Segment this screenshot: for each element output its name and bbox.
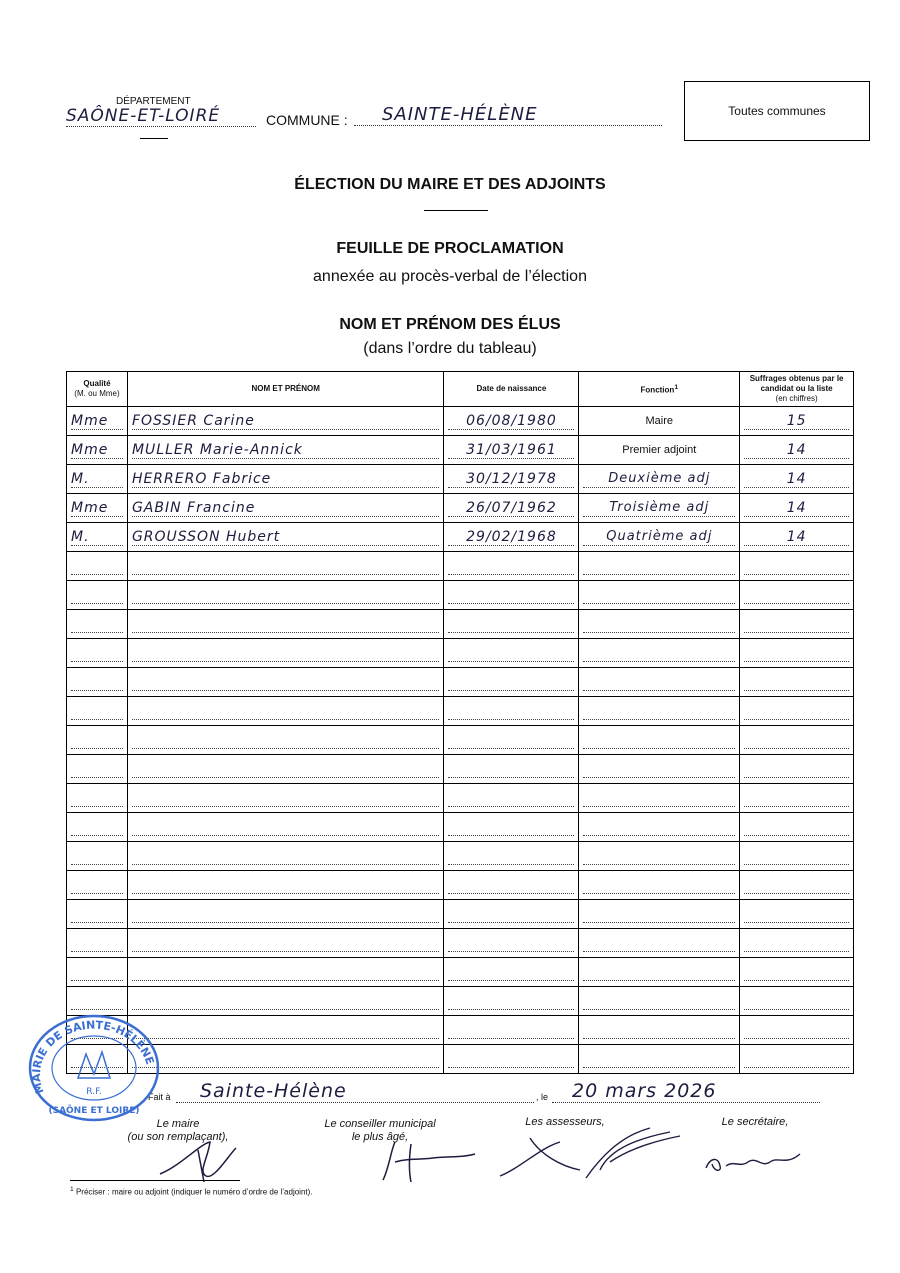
empty-field — [71, 877, 123, 894]
table-row-empty — [67, 1045, 854, 1074]
assesseurs-label: Les assesseurs, — [525, 1116, 605, 1128]
table-row-empty — [67, 639, 854, 668]
empty-field — [583, 761, 735, 778]
row-nom: GABIN Francine — [132, 500, 440, 517]
row-nom: MULLER Marie-Annick — [132, 442, 440, 459]
elus-table — [66, 371, 854, 1074]
empty-field — [448, 1051, 574, 1068]
row-fonction: Deuxième adj — [583, 471, 735, 488]
empty-field — [744, 616, 849, 633]
empty-field — [448, 906, 574, 923]
row-suffrages: 15 — [744, 413, 849, 430]
table-row-empty — [67, 668, 854, 697]
empty-field — [71, 761, 123, 778]
empty-field — [744, 1022, 849, 1039]
empty-field — [744, 1051, 849, 1068]
empty-field — [132, 616, 440, 633]
header-qualite: Qualité (M. ou Mme) — [67, 372, 128, 407]
table-row — [67, 523, 854, 552]
table-row — [67, 465, 854, 494]
header-nom: NOM ET PRÉNOM — [127, 372, 444, 407]
table-row-empty — [67, 1016, 854, 1045]
empty-field — [71, 790, 123, 807]
row-qualite: Mme — [71, 500, 123, 517]
conseiller-label: Le conseiller municipal le plus âgé, — [324, 1118, 436, 1143]
empty-field — [71, 848, 123, 865]
empty-field — [132, 993, 440, 1010]
row-fonction: Troisième adj — [583, 500, 735, 517]
empty-field — [583, 848, 735, 865]
election-title: ÉLECTION DU MAIRE ET DES ADJOINTS — [294, 176, 606, 193]
header-date: Date de naissance — [444, 372, 579, 407]
row-qualite: Mme — [71, 442, 123, 459]
empty-field — [583, 819, 735, 836]
empty-field — [583, 645, 735, 662]
empty-field — [744, 558, 849, 575]
empty-field — [448, 674, 574, 691]
table-row-empty — [67, 987, 854, 1016]
row-date: 26/07/1962 — [448, 500, 574, 517]
empty-field — [71, 819, 123, 836]
empty-field — [744, 587, 849, 604]
empty-field — [744, 674, 849, 691]
empty-field — [744, 703, 849, 720]
empty-field — [448, 935, 574, 952]
table-row-empty — [67, 552, 854, 581]
table-header-row — [67, 372, 854, 407]
row-date: 31/03/1961 — [448, 442, 574, 459]
empty-field — [583, 587, 735, 604]
nom-elus-title: NOM ET PRÉNOM DES ÉLUS — [339, 316, 561, 333]
row-fonction: Maire — [579, 407, 740, 436]
empty-field — [744, 877, 849, 894]
row-nom: HERRERO Fabrice — [132, 471, 440, 488]
mairie-stamp-icon — [26, 1012, 162, 1124]
maire-label: Le maire (ou son remplaçant), — [127, 1118, 229, 1143]
empty-field — [132, 935, 440, 952]
empty-field — [744, 906, 849, 923]
empty-field — [71, 674, 123, 691]
empty-field — [583, 558, 735, 575]
empty-field — [448, 558, 574, 575]
empty-field — [132, 848, 440, 865]
empty-field — [448, 993, 574, 1010]
empty-field — [448, 616, 574, 633]
conseiller-signature-icon — [375, 1128, 485, 1188]
le-label: , le — [536, 1092, 549, 1102]
empty-field — [583, 616, 735, 633]
commune-value: SAINTE-HÉLÈNE — [354, 104, 662, 126]
empty-field — [132, 790, 440, 807]
departement-label: DÉPARTEMENT — [116, 96, 191, 107]
empty-field — [744, 732, 849, 749]
empty-field — [71, 616, 123, 633]
empty-field — [132, 587, 440, 604]
empty-field — [448, 587, 574, 604]
empty-field — [132, 558, 440, 575]
table-row-empty — [67, 842, 854, 871]
table-row-empty — [67, 958, 854, 987]
empty-field — [744, 761, 849, 778]
table-row-empty — [67, 900, 854, 929]
empty-field — [132, 906, 440, 923]
empty-field — [448, 848, 574, 865]
empty-field — [132, 732, 440, 749]
svg-text:R.F.: R.F. — [86, 1087, 102, 1097]
row-nom: FOSSIER Carine — [132, 413, 440, 430]
empty-field — [448, 703, 574, 720]
empty-field — [744, 993, 849, 1010]
empty-field — [583, 906, 735, 923]
table-row-empty — [67, 610, 854, 639]
header-fonction: Fonction$^1$ — [579, 372, 740, 407]
empty-field — [744, 645, 849, 662]
empty-field — [71, 587, 123, 604]
ordre-subtitle: (dans l’ordre du tableau) — [363, 340, 537, 357]
empty-field — [744, 964, 849, 981]
empty-field — [583, 732, 735, 749]
empty-field — [71, 993, 123, 1010]
empty-field — [132, 1022, 440, 1039]
assesseurs-signature-icon — [490, 1118, 690, 1188]
table-row-empty — [67, 871, 854, 900]
empty-field — [583, 877, 735, 894]
commune-label: COMMUNE : — [266, 112, 348, 128]
annexe-subtitle: annexée au procès-verbal de l’élection — [313, 268, 587, 285]
table-row-empty — [67, 929, 854, 958]
row-suffrages: 14 — [744, 471, 849, 488]
empty-field — [448, 964, 574, 981]
row-suffrages: 14 — [744, 529, 849, 546]
empty-field — [132, 645, 440, 662]
table-row — [67, 407, 854, 436]
table-row-empty — [67, 581, 854, 610]
svg-text:MAIRIE DE SAINTE-HÉLÈNE: MAIRIE DE SAINTE-HÉLÈNE — [29, 1018, 157, 1096]
empty-field — [744, 819, 849, 836]
empty-field — [583, 1022, 735, 1039]
departement-value: SAÔNE-ET-LOIRÉ — [66, 106, 256, 127]
empty-field — [71, 906, 123, 923]
row-date: 30/12/1978 — [448, 471, 574, 488]
empty-field — [132, 674, 440, 691]
empty-field — [132, 703, 440, 720]
empty-field — [583, 964, 735, 981]
maire-signature-icon — [150, 1136, 250, 1186]
row-nom: GROUSSON Hubert — [132, 529, 440, 546]
le-value: 20 mars 2026 — [552, 1080, 820, 1103]
empty-field — [448, 1022, 574, 1039]
row-fonction: Quatrième adj — [583, 529, 735, 546]
footnote: $^1$ Préciser : maire ou adjoint (indiquer le numéro d’ordre de l’adjoint). — [70, 1186, 313, 1197]
empty-field — [583, 703, 735, 720]
toutes-communes-box: Toutes communes — [684, 81, 870, 141]
empty-field — [132, 964, 440, 981]
empty-field — [132, 819, 440, 836]
empty-field — [448, 877, 574, 894]
empty-field — [132, 761, 440, 778]
feuille-title: FEUILLE DE PROCLAMATION — [336, 240, 564, 257]
empty-field — [71, 964, 123, 981]
fait-label: Fait à — [148, 1092, 171, 1102]
table-row-empty — [67, 697, 854, 726]
empty-field — [448, 790, 574, 807]
row-date: 06/08/1980 — [448, 413, 574, 430]
departement-underline — [140, 138, 168, 139]
empty-field — [71, 645, 123, 662]
empty-field — [132, 1051, 440, 1068]
empty-field — [71, 732, 123, 749]
row-qualite: Mme — [71, 413, 123, 430]
empty-field — [744, 935, 849, 952]
empty-field — [583, 674, 735, 691]
row-date: 29/02/1968 — [448, 529, 574, 546]
secretaire-signature-icon — [700, 1138, 810, 1180]
empty-field — [583, 790, 735, 807]
row-suffrages: 14 — [744, 500, 849, 517]
empty-field — [744, 848, 849, 865]
empty-field — [583, 1051, 735, 1068]
row-fonction: Premier adjoint — [579, 436, 740, 465]
header-suffrages: Suffrages obtenus par le candidat ou la liste (en chiffres) — [740, 372, 854, 407]
empty-field — [448, 761, 574, 778]
table-row — [67, 494, 854, 523]
svg-text:(SAÔNE ET LOIRE): (SAÔNE ET LOIRE) — [48, 1106, 140, 1116]
table-row — [67, 436, 854, 465]
empty-field — [448, 819, 574, 836]
table-row-empty — [67, 784, 854, 813]
empty-field — [448, 732, 574, 749]
table-row-empty — [67, 755, 854, 784]
empty-field — [583, 993, 735, 1010]
title-rule — [424, 210, 488, 211]
secretaire-label: Le secrétaire, — [721, 1116, 789, 1128]
empty-field — [744, 790, 849, 807]
empty-field — [583, 935, 735, 952]
row-suffrages: 14 — [744, 442, 849, 459]
footnote-rule — [70, 1180, 240, 1181]
empty-field — [71, 558, 123, 575]
empty-field — [132, 877, 440, 894]
row-qualite: M. — [71, 471, 123, 488]
table-row-empty — [67, 813, 854, 842]
empty-field — [448, 645, 574, 662]
table-row-empty — [67, 726, 854, 755]
row-qualite: M. — [71, 529, 123, 546]
empty-field — [71, 935, 123, 952]
empty-field — [71, 703, 123, 720]
fait-value: Sainte-Hélène — [176, 1080, 534, 1103]
